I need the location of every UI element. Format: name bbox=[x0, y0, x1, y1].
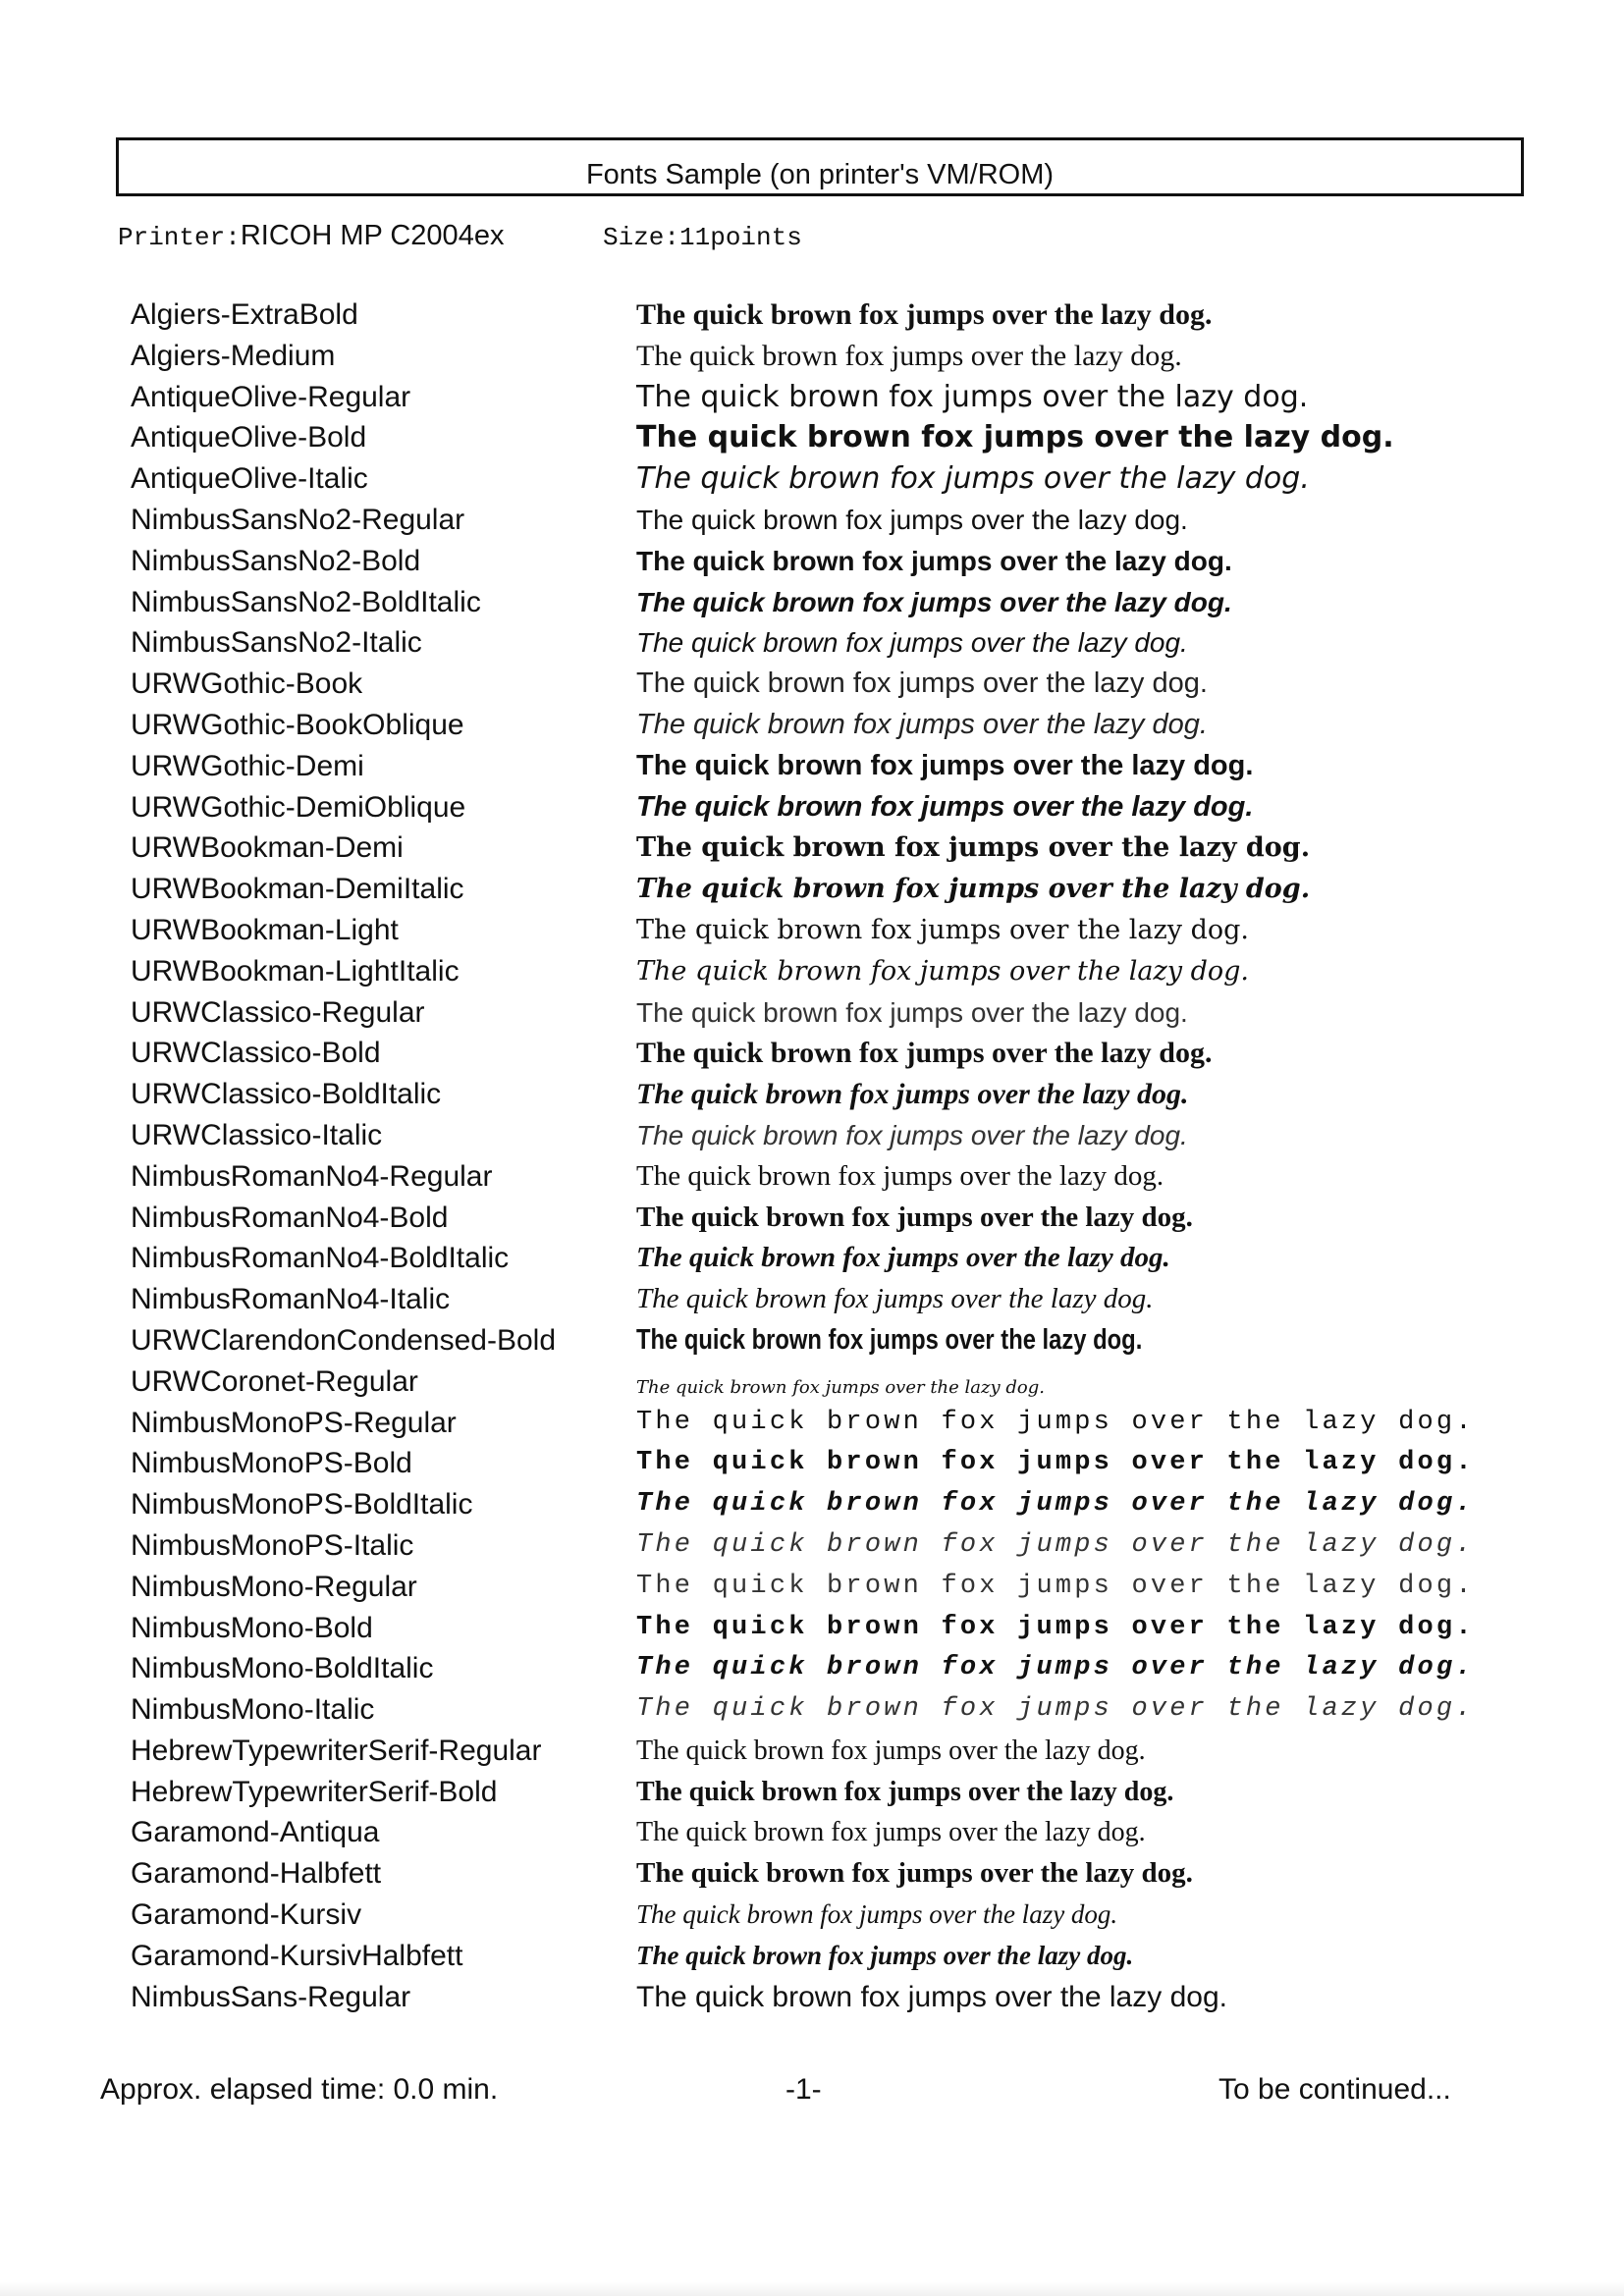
font-sample: The quick brown fox jumps over the lazy dog. bbox=[636, 1857, 1193, 1890]
font-name: URWClassico-BoldItalic bbox=[131, 1078, 442, 1111]
font-row bbox=[128, 500, 1581, 541]
font-row bbox=[128, 664, 1581, 705]
font-name: NimbusSansNo2-BoldItalic bbox=[131, 585, 481, 618]
font-name: NimbusSansNo2-Italic bbox=[131, 626, 422, 660]
font-name: NimbusMonoPS-Regular bbox=[131, 1406, 457, 1439]
font-row bbox=[128, 1403, 1581, 1444]
font-row bbox=[128, 1895, 1581, 1936]
font-name: URWBookman-Demi bbox=[131, 831, 404, 865]
font-sample: The quick brown fox jumps over the lazy dog. bbox=[636, 1376, 1045, 1398]
font-name: URWCoronet-Regular bbox=[131, 1364, 418, 1398]
font-name: URWBookman-DemiItalic bbox=[131, 873, 464, 906]
font-sample: The quick brown fox jumps over the lazy dog. bbox=[636, 1940, 1134, 1970]
font-name: URWBookman-Light bbox=[131, 913, 399, 946]
font-sample: The quick brown fox jumps over the lazy dog. bbox=[636, 955, 1249, 987]
font-row bbox=[128, 1115, 1581, 1156]
font-name: NimbusRomanNo4-BoldItalic bbox=[131, 1242, 510, 1275]
font-sample: The quick brown fox jumps over the lazy dog. bbox=[636, 1735, 1146, 1766]
font-name: Algiers-Medium bbox=[131, 339, 336, 372]
font-sample: The quick brown fox jumps over the lazy dog. bbox=[636, 1776, 1174, 1807]
font-sample: The quick brown fox jumps over the lazy dog. bbox=[636, 1612, 1475, 1642]
font-name: URWClassico-Bold bbox=[131, 1037, 381, 1070]
font-row bbox=[128, 1198, 1581, 1239]
font-name: Algiers-ExtraBold bbox=[131, 298, 358, 331]
font-row bbox=[128, 582, 1581, 623]
font-row bbox=[128, 541, 1581, 582]
font-sample: The quick brown fox jumps over the lazy dog. bbox=[636, 1078, 1189, 1111]
font-sample: The quick brown fox jumps over the lazy dog. bbox=[636, 914, 1249, 945]
font-row bbox=[128, 787, 1581, 828]
size-info bbox=[603, 220, 802, 252]
font-name: HebrewTypewriterSerif-Bold bbox=[131, 1775, 498, 1808]
font-row bbox=[128, 1853, 1581, 1895]
font-row bbox=[128, 417, 1581, 458]
font-name: URWGothic-DemiOblique bbox=[131, 790, 466, 824]
font-name: NimbusMonoPS-BoldItalic bbox=[131, 1488, 473, 1522]
font-sample: The quick brown fox jumps over the lazy dog. bbox=[636, 1817, 1146, 1848]
font-name: NimbusMono-Italic bbox=[131, 1693, 375, 1727]
font-sample: The quick brown fox jumps over the lazy dog. bbox=[636, 298, 1213, 331]
font-row bbox=[128, 869, 1581, 910]
font-sample: The quick brown fox jumps over the lazy dog. bbox=[636, 504, 1188, 535]
font-name: NimbusMono-BoldItalic bbox=[131, 1652, 434, 1685]
font-name: Garamond-KursivHalbfett bbox=[131, 1939, 463, 1972]
font-name: AntiqueOlive-Regular bbox=[131, 380, 411, 413]
font-sample: The quick brown fox jumps over the lazy dog. bbox=[636, 832, 1311, 864]
font-row bbox=[128, 1567, 1581, 1608]
font-sample: The quick brown fox jumps over the lazy dog. bbox=[636, 1571, 1475, 1601]
font-row bbox=[128, 1238, 1581, 1279]
font-name: Garamond-Halbfett bbox=[131, 1857, 382, 1891]
font-row bbox=[128, 622, 1581, 664]
font-sample: The quick brown fox jumps over the lazy dog. bbox=[636, 1653, 1475, 1683]
font-name: URWClassico-Regular bbox=[131, 995, 425, 1029]
font-name: URWBookman-LightItalic bbox=[131, 954, 460, 988]
printer-value: RICOH MP C2004ex bbox=[240, 220, 505, 251]
font-sample: The quick brown fox jumps over the lazy dog. bbox=[636, 1448, 1475, 1478]
font-row bbox=[128, 1772, 1581, 1813]
font-sample: The quick brown fox jumps over the lazy dog. bbox=[636, 461, 1310, 497]
font-row bbox=[128, 1362, 1581, 1403]
font-row bbox=[128, 1936, 1581, 1977]
font-name: NimbusRomanNo4-Italic bbox=[131, 1283, 451, 1316]
font-sample: The quick brown fox jumps over the lazy dog. bbox=[636, 339, 1182, 372]
font-row bbox=[128, 1812, 1581, 1853]
printer-info bbox=[118, 220, 504, 252]
font-sample: The quick brown fox jumps over the lazy dog. bbox=[636, 1242, 1170, 1274]
font-name: HebrewTypewriterSerif-Regular bbox=[131, 1734, 542, 1767]
font-row bbox=[128, 458, 1581, 500]
font-row bbox=[128, 294, 1581, 336]
font-row bbox=[128, 1484, 1581, 1525]
continued-note: To be continued... bbox=[1218, 2073, 1451, 2106]
font-sample: The quick brown fox jumps over the lazy dog. bbox=[636, 379, 1309, 414]
font-sample: The quick brown fox jumps over the lazy dog. bbox=[636, 1694, 1475, 1725]
font-sample: The quick brown fox jumps over the lazy dog. bbox=[636, 1980, 1227, 2013]
font-name: NimbusRomanNo4-Bold bbox=[131, 1201, 449, 1234]
size-label: Size: bbox=[603, 223, 680, 252]
font-sample: The quick brown fox jumps over the lazy dog. bbox=[636, 874, 1311, 905]
font-sample: The quick brown fox jumps over the lazy dog. bbox=[636, 1201, 1193, 1233]
scan-edge bbox=[0, 2282, 1624, 2296]
font-row bbox=[128, 1689, 1581, 1731]
font-name: NimbusMono-Regular bbox=[131, 1570, 417, 1603]
font-row bbox=[128, 1525, 1581, 1567]
font-name: URWGothic-Demi bbox=[131, 749, 364, 782]
font-sample: The quick brown fox jumps over the lazy dog. bbox=[636, 1119, 1188, 1150]
font-name: NimbusSansNo2-Regular bbox=[131, 503, 465, 536]
font-row bbox=[128, 1320, 1581, 1362]
font-sample: The quick brown fox jumps over the lazy dog. bbox=[636, 667, 1208, 700]
font-name: NimbusMonoPS-Italic bbox=[131, 1528, 414, 1562]
font-name: URWClarendonCondensed-Bold bbox=[131, 1323, 557, 1357]
font-sample: The quick brown fox jumps over the lazy dog. bbox=[636, 545, 1232, 576]
font-name: AntiqueOlive-Italic bbox=[131, 462, 368, 496]
font-sample: The quick brown fox jumps over the lazy dog. bbox=[636, 1323, 1143, 1356]
font-name: NimbusMonoPS-Bold bbox=[131, 1447, 412, 1480]
font-sample: The quick brown fox jumps over the lazy dog. bbox=[636, 1407, 1475, 1437]
font-name: NimbusMono-Bold bbox=[131, 1611, 373, 1644]
font-sample: The quick brown fox jumps over the lazy dog. bbox=[636, 996, 1188, 1028]
font-sample: The quick brown fox jumps over the lazy dog. bbox=[636, 1159, 1164, 1192]
font-row bbox=[128, 705, 1581, 746]
title-box bbox=[116, 137, 1524, 196]
font-name: NimbusSansNo2-Bold bbox=[131, 544, 421, 577]
font-sample: The quick brown fox jumps over the lazy dog. bbox=[636, 1899, 1118, 1930]
font-name: NimbusSans-Regular bbox=[131, 1980, 411, 2013]
font-row bbox=[128, 377, 1581, 418]
font-name: URWGothic-BookOblique bbox=[131, 708, 464, 741]
font-row bbox=[128, 828, 1581, 869]
font-name: Garamond-Kursiv bbox=[131, 1898, 362, 1932]
font-name: URWGothic-Book bbox=[131, 667, 363, 701]
page-title: Fonts Sample (on printer's VM/ROM) bbox=[585, 159, 1055, 190]
font-row bbox=[128, 1033, 1581, 1074]
font-name: NimbusRomanNo4-Regular bbox=[131, 1159, 493, 1193]
elapsed-time: Approx. elapsed time: 0.0 min. bbox=[100, 2073, 499, 2106]
font-row bbox=[128, 1279, 1581, 1320]
font-sample: The quick brown fox jumps over the lazy dog. bbox=[636, 627, 1188, 659]
font-name: AntiqueOlive-Bold bbox=[131, 421, 367, 454]
font-sample: The quick brown fox jumps over the lazy dog. bbox=[636, 1283, 1154, 1315]
font-row bbox=[128, 746, 1581, 787]
font-row bbox=[128, 1648, 1581, 1689]
font-sample: The quick brown fox jumps over the lazy dog. bbox=[636, 420, 1394, 455]
printer-label: Printer: bbox=[118, 223, 241, 252]
size-value: 11points bbox=[679, 223, 802, 252]
font-row bbox=[128, 1156, 1581, 1198]
font-row bbox=[128, 336, 1581, 377]
font-sample: The quick brown fox jumps over the lazy dog. bbox=[636, 790, 1254, 823]
font-row bbox=[128, 1731, 1581, 1772]
font-row bbox=[128, 992, 1581, 1034]
font-row bbox=[128, 951, 1581, 992]
font-sample: The quick brown fox jumps over the lazy dog. bbox=[636, 1489, 1475, 1520]
font-row bbox=[128, 1074, 1581, 1115]
font-sample-list bbox=[128, 294, 1581, 2017]
font-name: URWClassico-Italic bbox=[131, 1118, 383, 1151]
font-row bbox=[128, 1443, 1581, 1484]
font-row bbox=[128, 1977, 1581, 2018]
font-sample: The quick brown fox jumps over the lazy dog. bbox=[636, 708, 1208, 740]
font-sample: The quick brown fox jumps over the lazy dog. bbox=[636, 586, 1232, 617]
font-sample: The quick brown fox jumps over the lazy dog. bbox=[636, 1529, 1475, 1560]
font-name: Garamond-Antiqua bbox=[131, 1816, 380, 1849]
font-row bbox=[128, 1608, 1581, 1649]
font-sample: The quick brown fox jumps over the lazy dog. bbox=[636, 749, 1254, 781]
font-sample: The quick brown fox jumps over the lazy dog. bbox=[636, 1037, 1213, 1070]
font-row bbox=[128, 910, 1581, 951]
page-number: -1- bbox=[785, 2073, 822, 2106]
